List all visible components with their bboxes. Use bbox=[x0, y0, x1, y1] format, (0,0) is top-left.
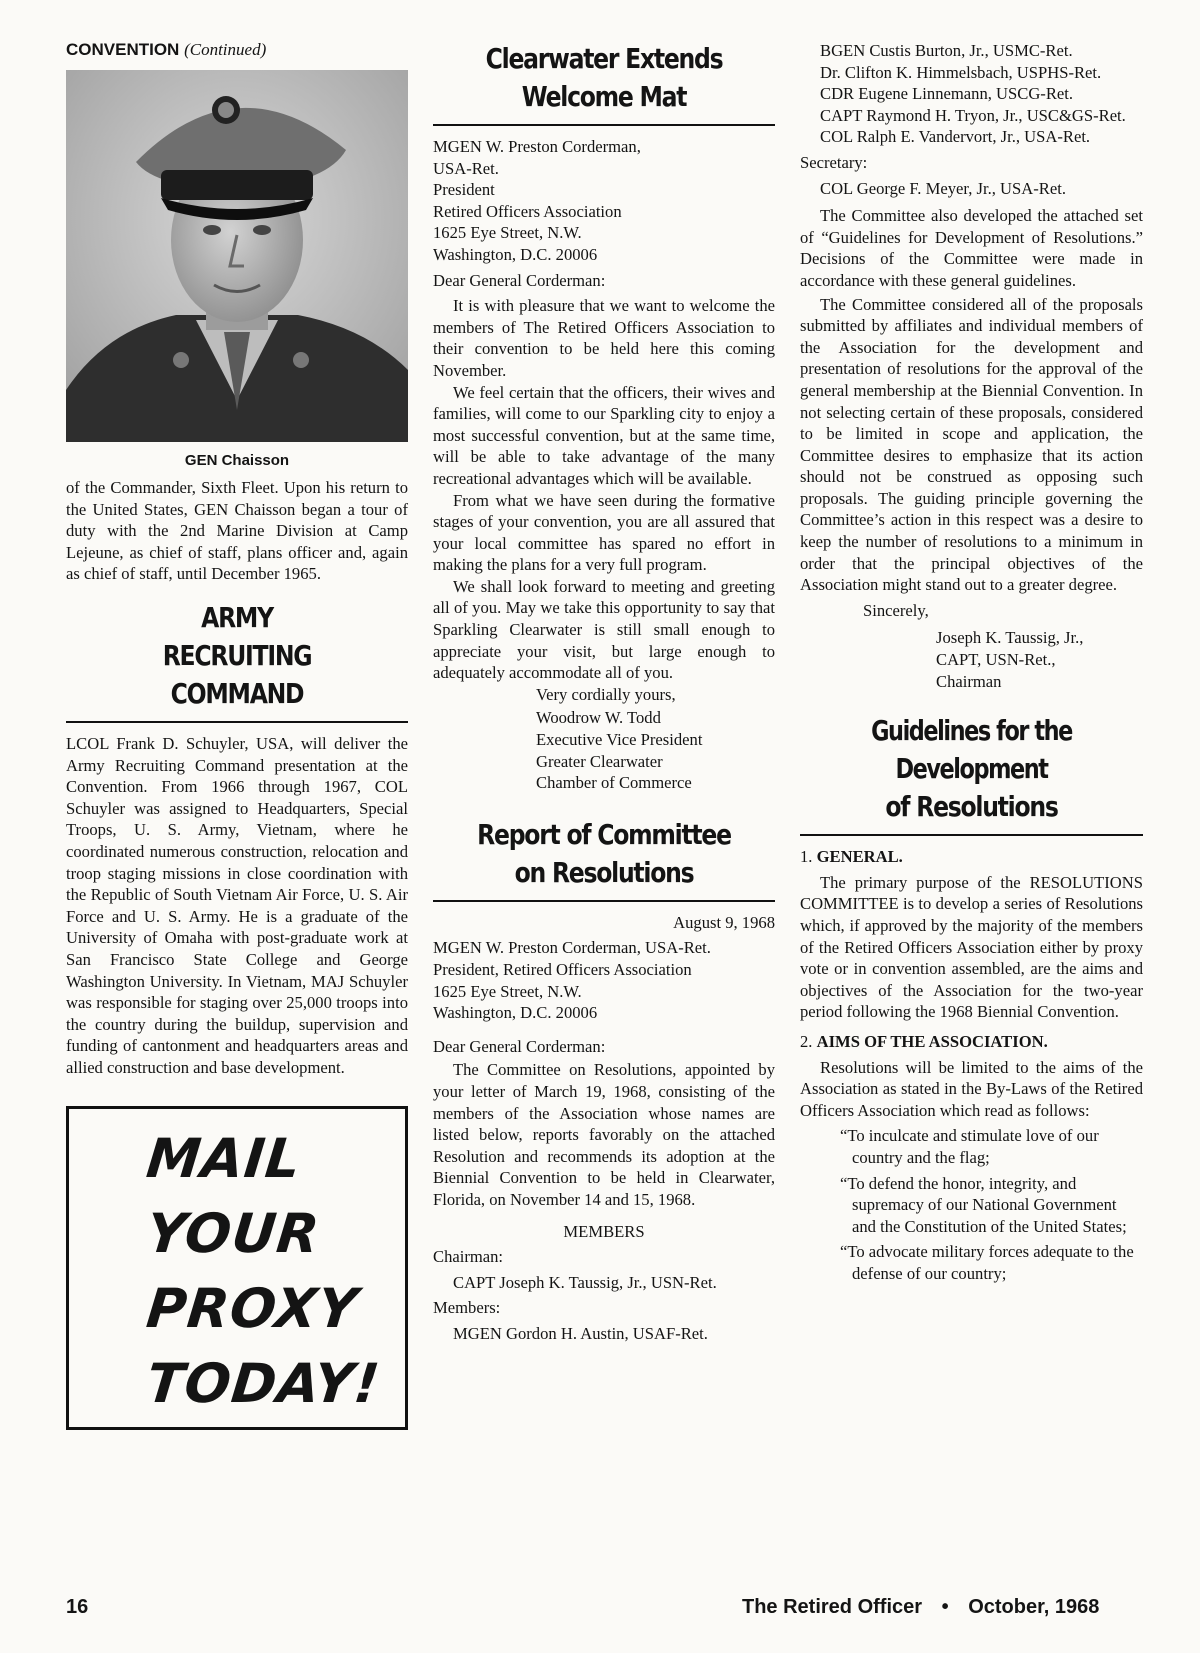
clearwater-paragraph: It is with pleasure that we want to welcome the members of The Retired Officers Association to their convention to be held here this coming November. bbox=[433, 296, 775, 380]
clearwater-heading-line1: Clearwater Extends bbox=[485, 42, 723, 75]
signature-line: Executive Vice President bbox=[536, 730, 703, 750]
member-name: Dr. Clifton K. Himmelsbach, USPHS-Ret. bbox=[820, 62, 1102, 82]
secretary-name: COL George F. Meyer, Jr., USA-Ret. bbox=[820, 178, 1066, 198]
army-paragraph: LCOL Frank D. Schuyler, USA, will deliver the Army Recruiting Command presentation at the Convention. From 1966 through 1967, COL Schuyler was assigned to Headquarters, Special Troops, U. S. Army, Vietnam, where he coordinated numerous construction, relocation and troop staging missions in close coordination with the Republic of South Vietnam Air Force, U. S. Air Force and U. S. Army. He is a graduate of the University of Omaha with post-graduate work at San Francisco State College and George Washington University. In Vietnam, MAJ Schuyler was responsible for staging over 25,000 troops into the country during the buildup, supervision and funding of cantonment and headquarters areas and allied construction and base development. bbox=[66, 733, 408, 1077]
report-heading-rule bbox=[433, 900, 775, 902]
address-line: MGEN W. Preston Corderman, bbox=[433, 137, 641, 156]
member-name: CAPT Raymond H. Tryon, Jr., USC&GS-Ret. bbox=[820, 105, 1126, 125]
address-line: Washington, D.C. 20006 bbox=[433, 1003, 598, 1023]
guideline-1-title bbox=[800, 846, 1143, 868]
signature-line: Chairman bbox=[936, 671, 1002, 691]
guidelines-heading-rule bbox=[800, 834, 1143, 836]
aim-item: “To defend the honor, integrity, and supremacy of our National Government and the Constitution of the United States; bbox=[840, 1173, 1127, 1236]
address-line: President, Retired Officers Association bbox=[433, 960, 692, 979]
aim-item: “To inculcate and stimulate love of our country and the flag; bbox=[840, 1126, 1099, 1167]
address-line: MGEN W. Preston Corderman, USA-Ret. bbox=[433, 938, 711, 958]
address-line: USA-Ret. bbox=[433, 158, 499, 178]
chaisson-paragraph: of the Commander, Sixth Fleet. Upon his return to the United States, GEN Chaisson began a tour of duty with the 2nd Marine Division at Camp Lejeune, as chief of staff, plans officer and, again as chief of staff, until December 1965. bbox=[66, 478, 408, 584]
committee-paragraph: The Committee considered all of the proposals submitted by affiliates and individual members of the Association for the development and presentation of resolutions for the approval of the general membership at the Biennial Convention. In not selecting certain of these proposals, considered to be limited in scope and application, the Committee desires to emphasize that its action should not be construed as opposing such proposals. The guiding principle governing the Committee’s action in this respect was a desire to keep the number of resolutions to a minimum in order that the principal objectives of the Association might stand out to a greater degree. bbox=[800, 294, 1143, 595]
guideline-2-heading: AIMS OF THE ASSOCIATION. bbox=[816, 1031, 1048, 1051]
section-title: CONVENTION bbox=[66, 40, 180, 59]
report-heading-line2: on Resolutions bbox=[514, 855, 694, 889]
army-heading bbox=[66, 599, 408, 713]
mail-line-3: PROXY bbox=[143, 1277, 362, 1341]
page-number: 16 bbox=[66, 1596, 89, 1618]
signature-line: Chamber of Commerce bbox=[536, 773, 692, 793]
section-label bbox=[66, 40, 408, 60]
signature-line: Woodrow W. Todd bbox=[536, 708, 661, 728]
guideline-2-title bbox=[800, 1031, 1143, 1053]
member-name: CDR Eugene Linnemann, USCG-Ret. bbox=[820, 84, 1074, 104]
clearwater-paragraph: From what we have seen during the formative stages of your convention, you are all assured that your local committee has spared no effort in making the plans for a very full program. bbox=[433, 490, 775, 575]
address-line: Washington, D.C. 20006 bbox=[433, 244, 598, 264]
publication-name: The Retired Officer bbox=[742, 1596, 923, 1618]
member-name: MGEN Gordon H. Austin, USAF-Ret. bbox=[453, 1323, 708, 1343]
mail-line-2: YOUR bbox=[143, 1202, 323, 1266]
address-line: Retired Officers Association bbox=[433, 201, 622, 221]
column-left bbox=[66, 40, 408, 1430]
guideline-2-paragraph: Resolutions will be limited to the aims of the Association as stated in the By-Laws of the Retired Officers Association which read as follows: bbox=[800, 1057, 1143, 1120]
address-line: President bbox=[433, 180, 495, 200]
guideline-2-number: 2. bbox=[800, 1031, 813, 1051]
signature-line: CAPT, USN-Ret., bbox=[936, 650, 1056, 670]
clearwater-heading-rule bbox=[433, 124, 775, 126]
column-right bbox=[800, 40, 1143, 1285]
clearwater-heading-line2: Welcome Mat bbox=[521, 80, 687, 113]
salutation: Dear General Corderman: bbox=[433, 270, 606, 290]
address-line: 1625 Eye Street, N.W. bbox=[433, 223, 582, 243]
army-heading-line1: ARMY bbox=[201, 600, 273, 634]
clearwater-heading bbox=[433, 40, 775, 116]
committee-signature bbox=[936, 627, 1143, 692]
clearwater-address bbox=[433, 136, 775, 266]
gen-chaisson-photo bbox=[66, 70, 408, 442]
guideline-1-paragraph: The primary purpose of the RESOLUTIONS COMMITTEE is to develop a series of Resolutions which, if approved by the majority of the members of the Retired Officers Association either by proxy vote or in convention assembled, are the aims and objectives of the Association for the two-year period following the 1968 Biennial Convention. bbox=[800, 872, 1143, 1022]
column-middle bbox=[433, 40, 775, 1345]
members-list-continued bbox=[800, 40, 1143, 148]
report-salutation: Dear General Corderman: bbox=[433, 1036, 606, 1056]
clearwater-signature bbox=[536, 707, 775, 793]
committee-closing: Sincerely, bbox=[863, 600, 929, 620]
report-heading bbox=[433, 816, 775, 892]
member-name: BGEN Custis Burton, Jr., USMC-Ret. bbox=[820, 41, 1073, 60]
army-heading-rule bbox=[66, 721, 408, 723]
clearwater-paragraph: We shall look forward to meeting and greeting all of you. May we take this opportunity to say that Sparkling Clearwater is still small enough to appreciate your visit, but large enough to adequately accommodate all of you. bbox=[433, 576, 775, 683]
member-name: COL Ralph E. Vandervort, Jr., USA-Ret. bbox=[820, 127, 1091, 147]
members-label: Members: bbox=[433, 1298, 501, 1318]
report-address bbox=[433, 937, 775, 1023]
footer-publication bbox=[742, 1596, 1099, 1619]
publication-date: October, 1968 bbox=[968, 1596, 1100, 1618]
clearwater-paragraph: We feel certain that the officers, their wives and families, will come to our Sparkling city to enjoy a most successful convention, but at the same time, will be able to take advantage of the many recreational advantages which will be available. bbox=[433, 382, 775, 488]
section-continued: (Continued) bbox=[184, 40, 267, 59]
secretary-label: Secretary: bbox=[800, 152, 868, 172]
mail-proxy-box bbox=[66, 1106, 408, 1430]
signature-line: Greater Clearwater bbox=[536, 751, 663, 771]
mail-line-1: MAIL bbox=[143, 1127, 305, 1191]
chairman-name: CAPT Joseph K. Taussig, Jr., USN-Ret. bbox=[453, 1272, 717, 1292]
chairman-label: Chairman: bbox=[433, 1247, 504, 1267]
aim-item: “To advocate military forces adequate to the defense of our country; bbox=[840, 1242, 1134, 1283]
mail-line-4: TODAY! bbox=[143, 1352, 384, 1416]
members-heading: MEMBERS bbox=[563, 1221, 645, 1241]
report-paragraph: The Committee on Resolutions, appointed by your letter of March 19, 1968, consisting of the members of the Association whose names are listed below, reports favorably on the attached Resolution and recommends its adoption at the Biennial Convention to be held in Clearwater, Florida, on November 14 and 15, 1968. bbox=[433, 1060, 775, 1209]
guideline-1-number: 1. bbox=[800, 847, 813, 867]
guidelines-heading-line1: Guidelines for the Development bbox=[871, 714, 1072, 786]
report-date: August 9, 1968 bbox=[673, 912, 775, 932]
committee-paragraph: The Committee also developed the attached set of “Guidelines for Development of Resolutions.” Decisions of the Committee were made in accordance with these general guidelines. bbox=[800, 206, 1143, 290]
report-heading-line1: Report of Committee bbox=[477, 817, 731, 851]
signature-line: Joseph K. Taussig, Jr., bbox=[936, 628, 1084, 648]
army-heading-line2: RECRUITING COMMAND bbox=[162, 638, 312, 710]
portrait-illustration bbox=[66, 70, 408, 442]
footer-bullet: • bbox=[941, 1596, 949, 1618]
address-line: 1625 Eye Street, N.W. bbox=[433, 981, 582, 1001]
guidelines-heading-line2: of Resolutions bbox=[885, 790, 1058, 824]
clearwater-closing: Very cordially yours, bbox=[536, 684, 676, 704]
photo-caption: GEN Chaisson bbox=[184, 452, 290, 469]
guidelines-heading bbox=[800, 712, 1143, 826]
guideline-1-heading: GENERAL. bbox=[816, 847, 903, 867]
